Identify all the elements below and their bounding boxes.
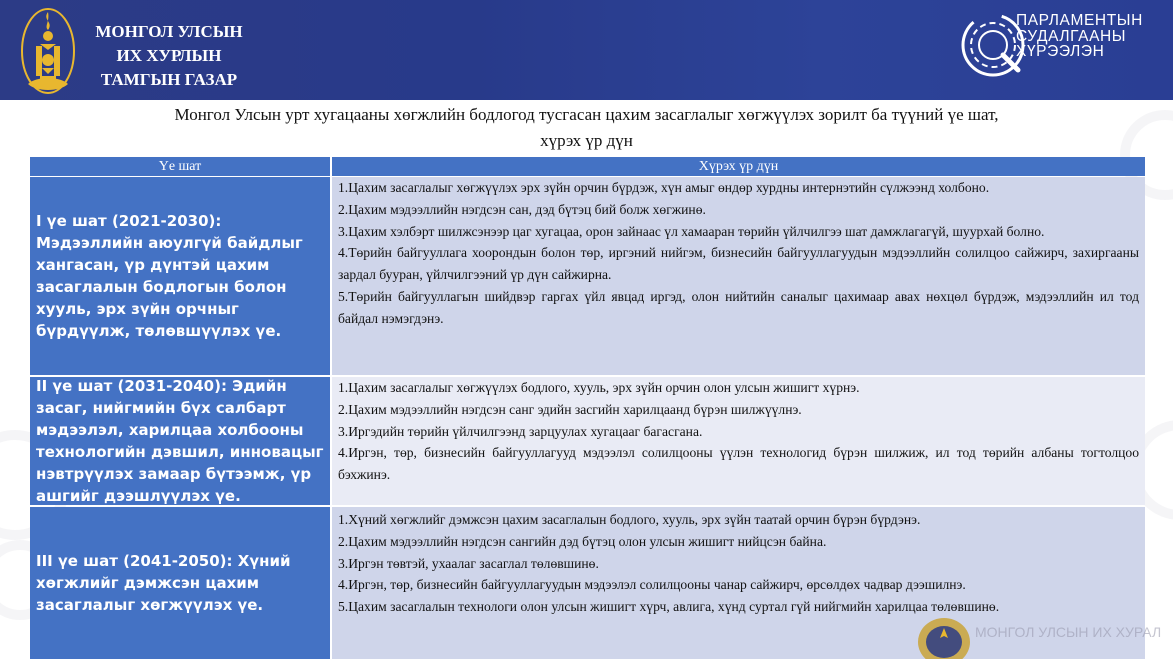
research-name-line: СУДАЛГААНЫ [1016, 27, 1127, 45]
result-item: 5.Төрийн байгууллагын шийдвэр гаргах үйл явцад иргэд, олон нийтийн саналыг цахимаар авах нөхцөл бүрдэж, мэдээллийн ил тод байдал нэмэгдэнэ. [338, 288, 1139, 326]
column-header-stage: Үе шат [30, 157, 330, 176]
header-banner [0, 0, 1173, 100]
stage-text: I үе шат (2021-2030): Мэдээллийн аюулгүй байдлыг хангасан, үр дүнтэй цахим засаглалын бодлогын болон хууль, эрх зүйн орчныг бүрдүүлж, төлөвшүүлэх үе. [36, 212, 303, 340]
research-name-line: ПАРЛАМЕНТЫН [1016, 12, 1143, 29]
stage-text: III үе шат (2041-2050): Хүний хөгжлийг дэмжсэн цахим засаглалыг хөгжүүлэх үе. [36, 552, 291, 614]
result-item: 3.Цахим хэлбэрт шилжсэнээр цаг хугацаа, орон зайнаас үл хамааран төрийн үйлчилгээ шат дамжлагагүй, шуурхай болно. [338, 223, 1045, 239]
watermark-text: МОНГОЛ УЛСЫН ИХ ХУРАЛ [975, 624, 1162, 640]
result-item: 2.Цахим мэдээллийн нэгдсэн санг эдийн засгийн харилцаанд бүрэн шилжүүлнэ. [338, 401, 802, 417]
soyombo-emblem-icon [20, 6, 76, 96]
org-name-line: МОНГОЛ УЛСЫН [95, 22, 243, 41]
research-center-name [1016, 13, 1166, 60]
org-name-line: ТАМГЫН ГАЗАР [100, 70, 238, 89]
org-name-line: ИХ ХУРЛЫН [116, 46, 222, 65]
result-item: 3.Иргэн төвтэй, ухаалаг засаглал төлөвшинө. [338, 555, 599, 571]
result-item: 5.Цахим засаглалын технологи олон улсын жишигт хүрч, авлига, хүнд суртал гүй нийгмийн харилцаа төлөвшинө. [338, 599, 1000, 615]
result-item: 4.Иргэн, төр, бизнесийн байгууллагууд мэдээлэл солилцооны үүлэн технологид бүрэн шилжиж, ил тод төрийн албаны тогтолцоо бэхжинэ. [338, 445, 1139, 483]
result-item: 1.Цахим засаглалыг хөгжүүлэх бодлого, хууль, эрх зүйн орчин олон улсын жишигт хүрнэ. [338, 380, 860, 395]
result-item: 3.Иргэдийн төрийн үйлчилгээнд зарцуулах хугацааг багасгана. [338, 423, 703, 439]
results-cell [332, 377, 1145, 505]
result-item: 4.Иргэн, төр, бизнесийн байгууллагуудын мэдээлэл солилцооны чанар сайжирч, өрсөлдөх чадвар дээшилнэ. [338, 577, 966, 593]
title-line: Монгол Улсын урт хугацааны хөгжлийн бодлогод тусгасан цахим засаглалыг хөгжүүлэх зорилт ба түүний үе шат, [174, 105, 999, 124]
result-item: 1.Хүний хөгжлийг дэмжсэн цахим засаглалын бодлого, хууль, эрх зүйн таатай орчин бүрэн бүрдэнэ. [338, 512, 921, 527]
result-item: 2.Цахим мэдээллийн нэгдсэн сан, дэд бүтэц бий болж хөгжинө. [338, 201, 706, 217]
table-header [30, 157, 1145, 176]
stage-cell [30, 177, 330, 375]
organization-name [84, 20, 254, 92]
table-row [30, 177, 1145, 375]
column-header-results: Хүрэх үр дүн [332, 157, 1145, 176]
table-row [30, 377, 1145, 505]
stage-cell [30, 377, 330, 505]
title-line: хүрэх үр дүн [540, 131, 633, 150]
result-item: 4.Төрийн байгууллага хоорондын болон төр, иргэний нийгэм, бизнесийн байгууллагуудын мэдээллийн солилцоо сайжирч, захиргааны зардал бууран, үйлчилгээний үр дүн сайжирна. [338, 245, 1139, 283]
results-cell [332, 177, 1145, 375]
stage-cell [30, 507, 330, 659]
document-title [60, 102, 1113, 154]
parliament-badge-icon [915, 612, 973, 659]
result-item: 2.Цахим мэдээллийн нэгдсэн сангийн дэд бүтэц олон улсын жишигт нийцсэн байна. [338, 533, 827, 549]
result-item: 1.Цахим засаглалыг хөгжүүлэх эрх зүйн орчин бүрдэж, хүн амыг өндөр хурдны интернэтийн сүлжээнд холбоно. [338, 180, 990, 195]
stage-text: II үе шат (2031-2040): Эдийн засаг, нийгмийн бүх салбарт мэдээлэл, харилцаа холбооны технологийн дэвшил, инновацыг нэвтрүүлэх замаар бүтээмж, үр ашгийг дээшлүүлэх үе. [36, 377, 324, 505]
research-name-line: ХҮРЭЭЛЭН [1016, 43, 1105, 60]
